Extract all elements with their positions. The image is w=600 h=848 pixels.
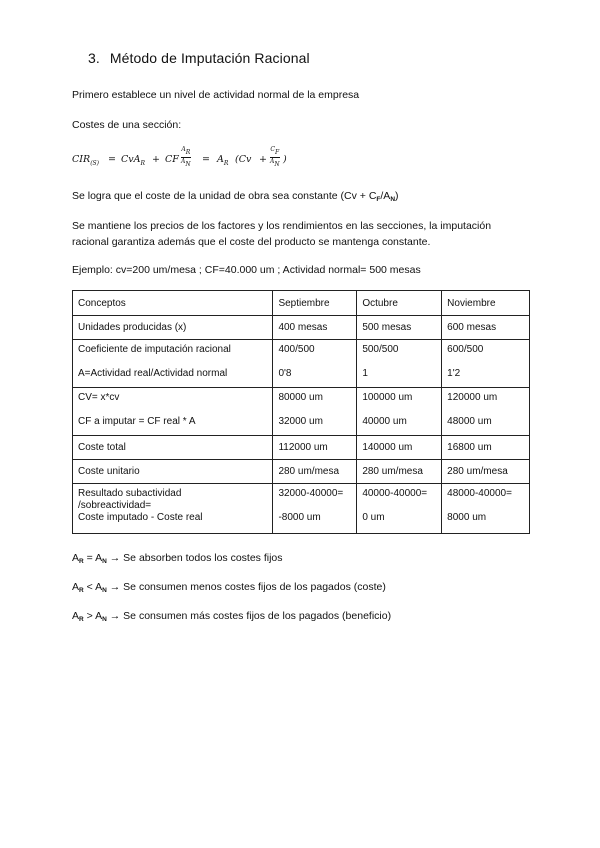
table-cell-nov <box>442 316 530 340</box>
table-cell-sep <box>273 316 357 340</box>
table-cell-line: 280 um/mesa <box>447 465 508 477</box>
table-cell-line: Unidades producidas (x) <box>78 321 187 333</box>
table-cell-line: 120000 um <box>447 392 498 403</box>
table-cell-line: 112000 um <box>278 441 328 453</box>
table-cell-line: 0 um <box>362 512 385 523</box>
constant-cost-line: Se logra que el coste de la unidad de obra sea constante (Cv + CF/AN) <box>72 190 399 203</box>
table-header-cell: Conceptos <box>73 291 273 316</box>
table-cell-line: 40000-40000= <box>362 488 428 499</box>
section-title: Método de Imputación Racional <box>109 50 310 66</box>
table-cell-oct <box>357 436 442 460</box>
table-cell-nov <box>442 388 530 436</box>
table-row <box>73 316 530 340</box>
table-cell-concept <box>73 484 273 534</box>
table-cell-line: 48000-40000= <box>447 488 512 499</box>
section-heading <box>88 50 310 66</box>
table-cell-line: CF a imputar = CF real * A <box>78 416 196 427</box>
table-cell-sep <box>273 340 357 388</box>
table-cell-line <box>278 500 351 512</box>
table-cell-concept <box>73 388 273 436</box>
table-cell-line: 400 mesas <box>278 321 328 333</box>
table-cell-nov <box>442 436 530 460</box>
table-row <box>73 340 530 388</box>
table-cell-line <box>362 500 436 512</box>
table-cell-line: 32000-40000= <box>278 488 344 499</box>
table-cell-sep <box>273 436 357 460</box>
table-cell-oct <box>357 484 442 534</box>
table-cell-concept <box>73 340 273 388</box>
example-line: Ejemplo: cv=200 um/mesa ; CF=40.000 um ; Actividad normal= 500 mesas <box>72 264 421 276</box>
table-header-cell: Septiembre <box>273 291 357 316</box>
intro-paragraph: Primero establece un nivel de actividad normal de la empresa <box>72 89 360 101</box>
table-cell-line: CV= x*cv <box>78 392 120 403</box>
table-cell-line: 1'2 <box>447 368 461 379</box>
table-cell-line: 0'8 <box>278 368 292 379</box>
table-cell-line: 32000 um <box>278 416 323 427</box>
table-cell-line: /sobreactividad= <box>78 500 152 511</box>
table-cell-line: -8000 um <box>278 512 321 523</box>
formula-equals-2: = <box>202 154 210 165</box>
cost-table <box>72 290 530 534</box>
table-cell-line: 280 um/mesa <box>278 465 340 477</box>
table-cell-line: 500 mesas <box>362 321 412 333</box>
table-row <box>73 388 530 436</box>
formula-fraction-ar-an: AR AN <box>181 146 191 168</box>
rule-equal: AR = AN → Se absorben todos los costes fijos <box>72 552 283 565</box>
table-cell-line: 280 um/mesa <box>362 465 423 477</box>
formula-term-cf: CF <box>165 154 179 165</box>
table-cell-sep <box>273 484 357 534</box>
costes-label: Costes de una sección: <box>72 119 182 131</box>
formula-plus-2: + <box>259 154 267 165</box>
table-row <box>73 460 530 484</box>
table-cell-line: 8000 um <box>447 512 487 523</box>
section-number: 3. <box>88 50 100 66</box>
table-cell-line: Coeficiente de imputación racional <box>78 344 231 355</box>
formula-lhs: $CIR_{(S)}$ <box>72 154 99 167</box>
table-row <box>73 436 530 460</box>
rule-greater: AR > AN → Se consumen más costes fijos de los pagados (beneficio) <box>72 610 392 623</box>
table-cell-line: 48000 um <box>447 416 492 427</box>
table-cell-oct <box>357 460 442 484</box>
table-cell-oct <box>357 388 442 436</box>
table-header-cell: Octubre <box>357 291 442 316</box>
table-cell-nov <box>442 460 530 484</box>
table-cell-line: 600/500 <box>447 344 484 355</box>
table-cell-line: Coste unitario <box>78 465 140 477</box>
table-cell-line <box>447 500 524 512</box>
table-cell-line: Coste imputado - Coste real <box>78 512 203 523</box>
table-cell-concept <box>73 436 273 460</box>
table-cell-line: 80000 um <box>278 392 323 403</box>
formula-plus-1: + <box>152 154 160 165</box>
table-cell-line: 140000 um <box>362 441 413 453</box>
table-header-row <box>73 291 530 316</box>
table-cell-nov <box>442 340 530 388</box>
table-row <box>73 484 530 534</box>
table-cell-line: Coste total <box>78 441 126 453</box>
formula-paren-open: (Cv <box>235 154 252 165</box>
table-cell-sep <box>273 460 357 484</box>
table-cell-nov <box>442 484 530 534</box>
table-cell-line: 400/500 <box>278 344 315 355</box>
table-cell-concept <box>73 316 273 340</box>
table-cell-oct <box>357 340 442 388</box>
table-cell-concept <box>73 460 273 484</box>
table-cell-line: Resultado subactividad <box>78 488 182 499</box>
formula-equals-1: = <box>108 154 116 165</box>
table-cell-line: 40000 um <box>362 416 407 427</box>
formula-paren-close: ) <box>283 154 287 165</box>
formula-term-cva: CvA$_R$ <box>121 154 146 167</box>
rule-less: AR < AN → Se consumen menos costes fijos de los pagados (coste) <box>72 581 386 594</box>
table-cell-line: 500/500 <box>362 344 399 355</box>
paragraph-prices: Se mantiene los precios de los factores y los rendimientos en las secciones, la imputación racional garantiza además que el coste del producto se mantenga constante. <box>72 220 492 248</box>
table-cell-line: 16800 um <box>447 441 492 453</box>
formula-term-ar: $A_R$ <box>217 154 229 167</box>
table-cell-oct <box>357 316 442 340</box>
formula-fraction-cf-an: CF AN <box>270 146 280 168</box>
table-cell-line: A=Actividad real/Actividad normal <box>78 368 228 379</box>
table-cell-line: 1 <box>362 368 368 379</box>
table-cell-line: 100000 um <box>362 392 413 403</box>
table-cell-line: 600 mesas <box>447 321 497 333</box>
table-header-cell: Noviembre <box>442 291 530 316</box>
table-cell-sep <box>273 388 357 436</box>
